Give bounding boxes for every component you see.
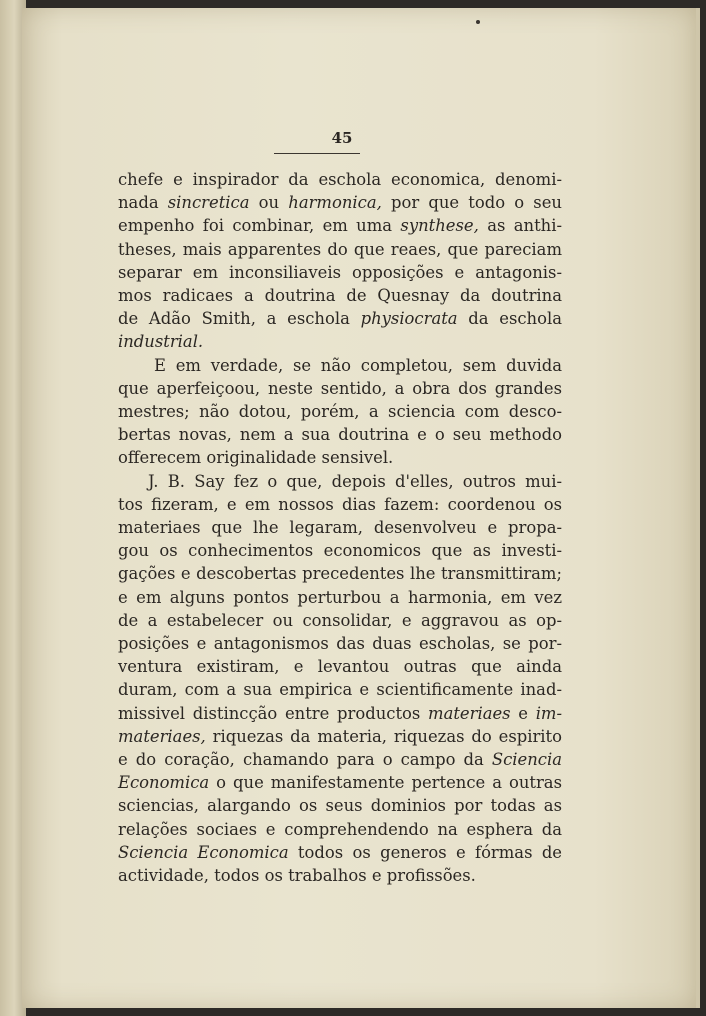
text-line (118, 470, 562, 493)
text-run: mestres; não dotou, porém, a sciencia com desco- (118, 402, 562, 422)
text-run: e (510, 703, 536, 723)
text-line (118, 261, 562, 284)
text-line (118, 377, 562, 400)
text-line (118, 771, 562, 794)
text-line (118, 493, 562, 516)
text-run: theses, mais apparentes do que reaes, que pareciam (118, 239, 562, 259)
text-run: bertas novas, nem a sua doutrina e o seu methodo (118, 425, 562, 445)
text-run: por que todo o seu (381, 193, 562, 213)
text-line (118, 354, 562, 377)
text-line (118, 516, 562, 539)
book-page (22, 8, 700, 1008)
text-run: mos radicaes a doutrina de Quesnay da doutrina (118, 286, 562, 306)
italic-text-run: Sciencia Economica (118, 842, 289, 862)
text-run: materiaes que lhe legaram, desenvolveu e propa- (118, 518, 562, 538)
text-line (118, 655, 562, 678)
text-line (118, 586, 562, 609)
italic-text-run: harmonica, (288, 193, 382, 213)
text-run: ventura existiram, e levantou outras que ainda (118, 657, 562, 677)
italic-text-run: physiocrata (360, 309, 458, 329)
italic-text-run: materiaes, (118, 726, 206, 746)
italic-text-run: Economica (118, 773, 210, 793)
text-run: o que manifestamente pertence a outras (209, 773, 562, 793)
text-run: E em verdade, se não completou, sem duvida (154, 355, 562, 375)
italic-text-run: im- (535, 703, 563, 723)
italic-text-run: sincretica (167, 193, 250, 213)
italic-text-run: materiaes (428, 703, 511, 723)
text-line (118, 818, 562, 841)
text-run: gou os conhecimentos economicos que as investi- (118, 541, 562, 561)
text-line (118, 794, 562, 817)
text-line (118, 330, 562, 353)
text-run: sciencias, alargando os seus dominios por todas as (118, 796, 562, 816)
italic-text-run: industrial. (118, 332, 204, 352)
text-run: as anthi- (478, 216, 562, 236)
text-run: e em alguns pontos perturbou a harmonia, em vez (118, 587, 562, 607)
text-run: tos fizeram, e em nossos dias fazem: coordenou os (118, 494, 562, 514)
text-run: actividade, todos os trabalhos e profissões. (118, 866, 476, 886)
text-run: de Adão Smith, a eschola (118, 309, 361, 329)
ink-speck (476, 20, 480, 24)
text-line (118, 423, 562, 446)
text-line (118, 214, 562, 237)
text-line (118, 864, 562, 887)
text-run: posições e antagonismos das duas escholas, se por- (118, 634, 562, 654)
text-run: nada (118, 193, 168, 213)
text-run: missivel distincção entre productos (118, 703, 429, 723)
text-run: offerecem originalidade sensivel. (118, 448, 394, 468)
page-body-text (118, 168, 562, 887)
text-run: empenho foi combinar, em uma (118, 216, 401, 236)
text-run: da eschola (457, 309, 562, 329)
text-line (118, 841, 562, 864)
text-run: separar em inconsiliaveis opposições e antagonis- (118, 262, 562, 282)
text-line (118, 168, 562, 191)
text-line (118, 238, 562, 261)
text-line (118, 702, 562, 725)
text-run: J. B. Say fez o que, depois d'elles, outros mui- (148, 471, 562, 491)
header-rule (274, 153, 360, 154)
text-run: riquezas da materia, riquezas do espirito (205, 726, 562, 746)
text-line (118, 748, 562, 771)
text-run: que aperfeiçoou, neste sentido, a obra dos grandes (118, 378, 562, 398)
text-run: gações e descobertas precedentes lhe transmittiram; (118, 564, 562, 584)
text-line (118, 307, 562, 330)
text-line (118, 446, 562, 469)
text-run: duram, com a sua empirica e scientificamente inad- (118, 680, 562, 700)
text-run: de a estabelecer ou consolidar, e aggravou as op- (118, 610, 562, 630)
text-line (118, 191, 562, 214)
italic-text-run: synthese, (400, 216, 479, 236)
text-line (118, 562, 562, 585)
text-line (118, 609, 562, 632)
text-run: relações sociaes e comprehendendo na esphera da (118, 819, 562, 839)
text-line (118, 400, 562, 423)
text-line (118, 632, 562, 655)
text-line (118, 539, 562, 562)
text-run: chefe e inspirador da eschola economica, denomi- (118, 170, 562, 189)
text-line (118, 284, 562, 307)
text-run: e do coração, chamando para o campo da (118, 750, 492, 770)
text-line (118, 725, 562, 748)
italic-text-run: Sciencia (491, 750, 562, 770)
page-number: 45 (331, 129, 353, 147)
text-run: ou (249, 193, 289, 213)
text-run: todos os generos e fórmas de (288, 842, 563, 862)
text-line (118, 678, 562, 701)
